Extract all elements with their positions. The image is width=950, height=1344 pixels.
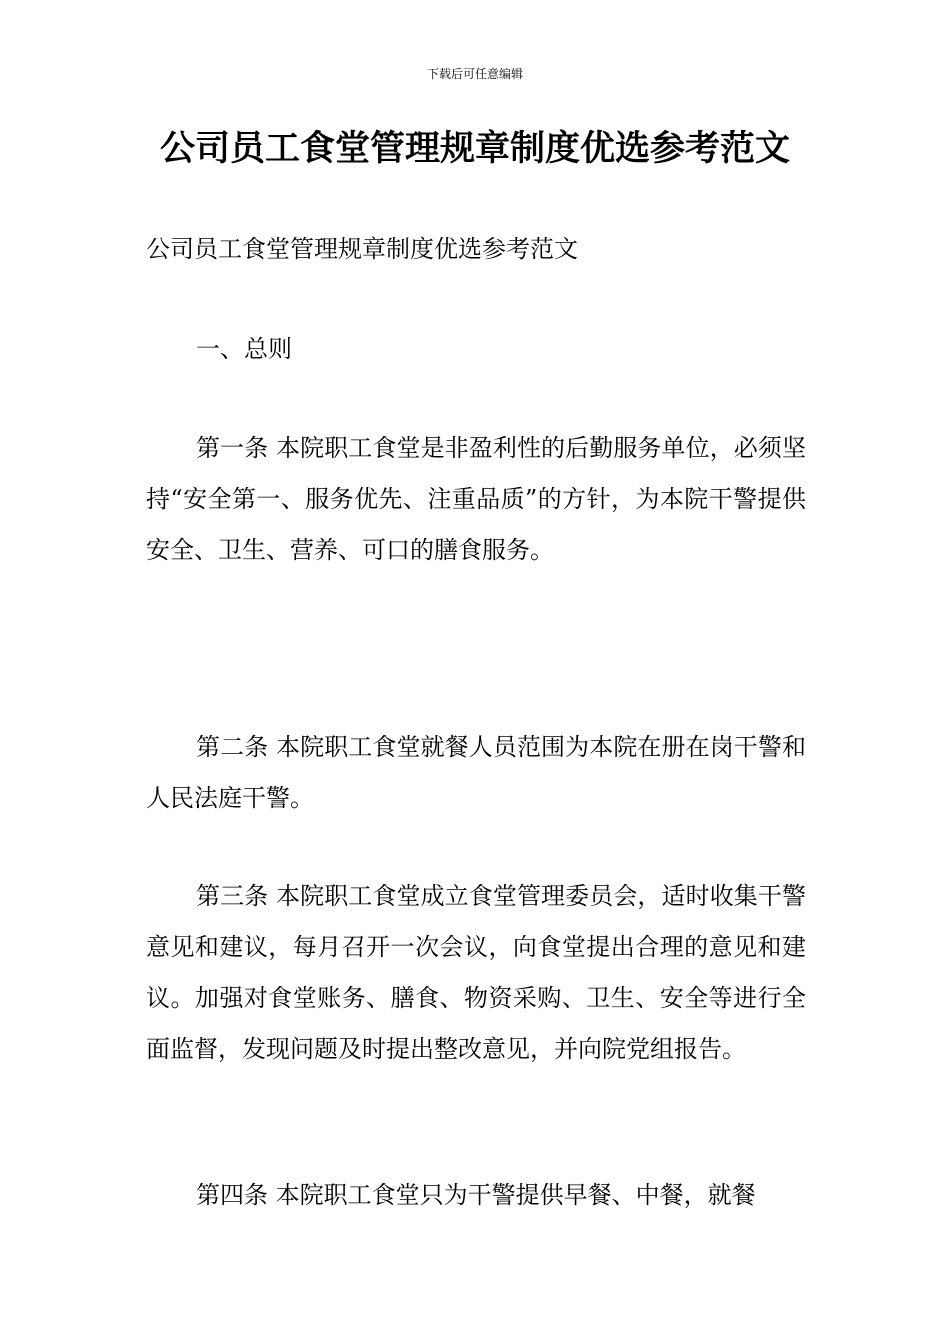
section-heading: 一、总则 <box>196 335 292 363</box>
paragraph-article-3: 第三条 本院职工食堂成立食堂管理委员会，适时收集干警意见和建议，每月召开一次会议，向食堂提出合理的意见和建议。加强对食堂账务、膳食、物资采购、卫生、安全等进行全面监督，发现问题及时提出整改意见，并向院党组报告。 <box>146 882 806 1063</box>
document-subtitle: 公司员工食堂管理规章制度优选参考范文 <box>146 235 578 263</box>
paragraph-article-1: 第一条 本院职工食堂是非盈利性的后勤服务单位，必须坚持“安全第一、服务优先、注重品质”的方针，为本院干警提供安全、卫生、营养、可口的膳食服务。 <box>146 434 806 564</box>
document-title: 公司员工食堂管理规章制度优选参考范文 <box>159 129 790 169</box>
paragraph-article-2: 第二条 本院职工食堂就餐人员范围为本院在册在岗干警和人民法庭干警。 <box>146 733 806 812</box>
paragraph-article-4: 第四条 本院职工食堂只为干警提供早餐、中餐，就餐 <box>196 1181 756 1209</box>
header-note: 下载后可任意编辑 <box>426 67 523 81</box>
